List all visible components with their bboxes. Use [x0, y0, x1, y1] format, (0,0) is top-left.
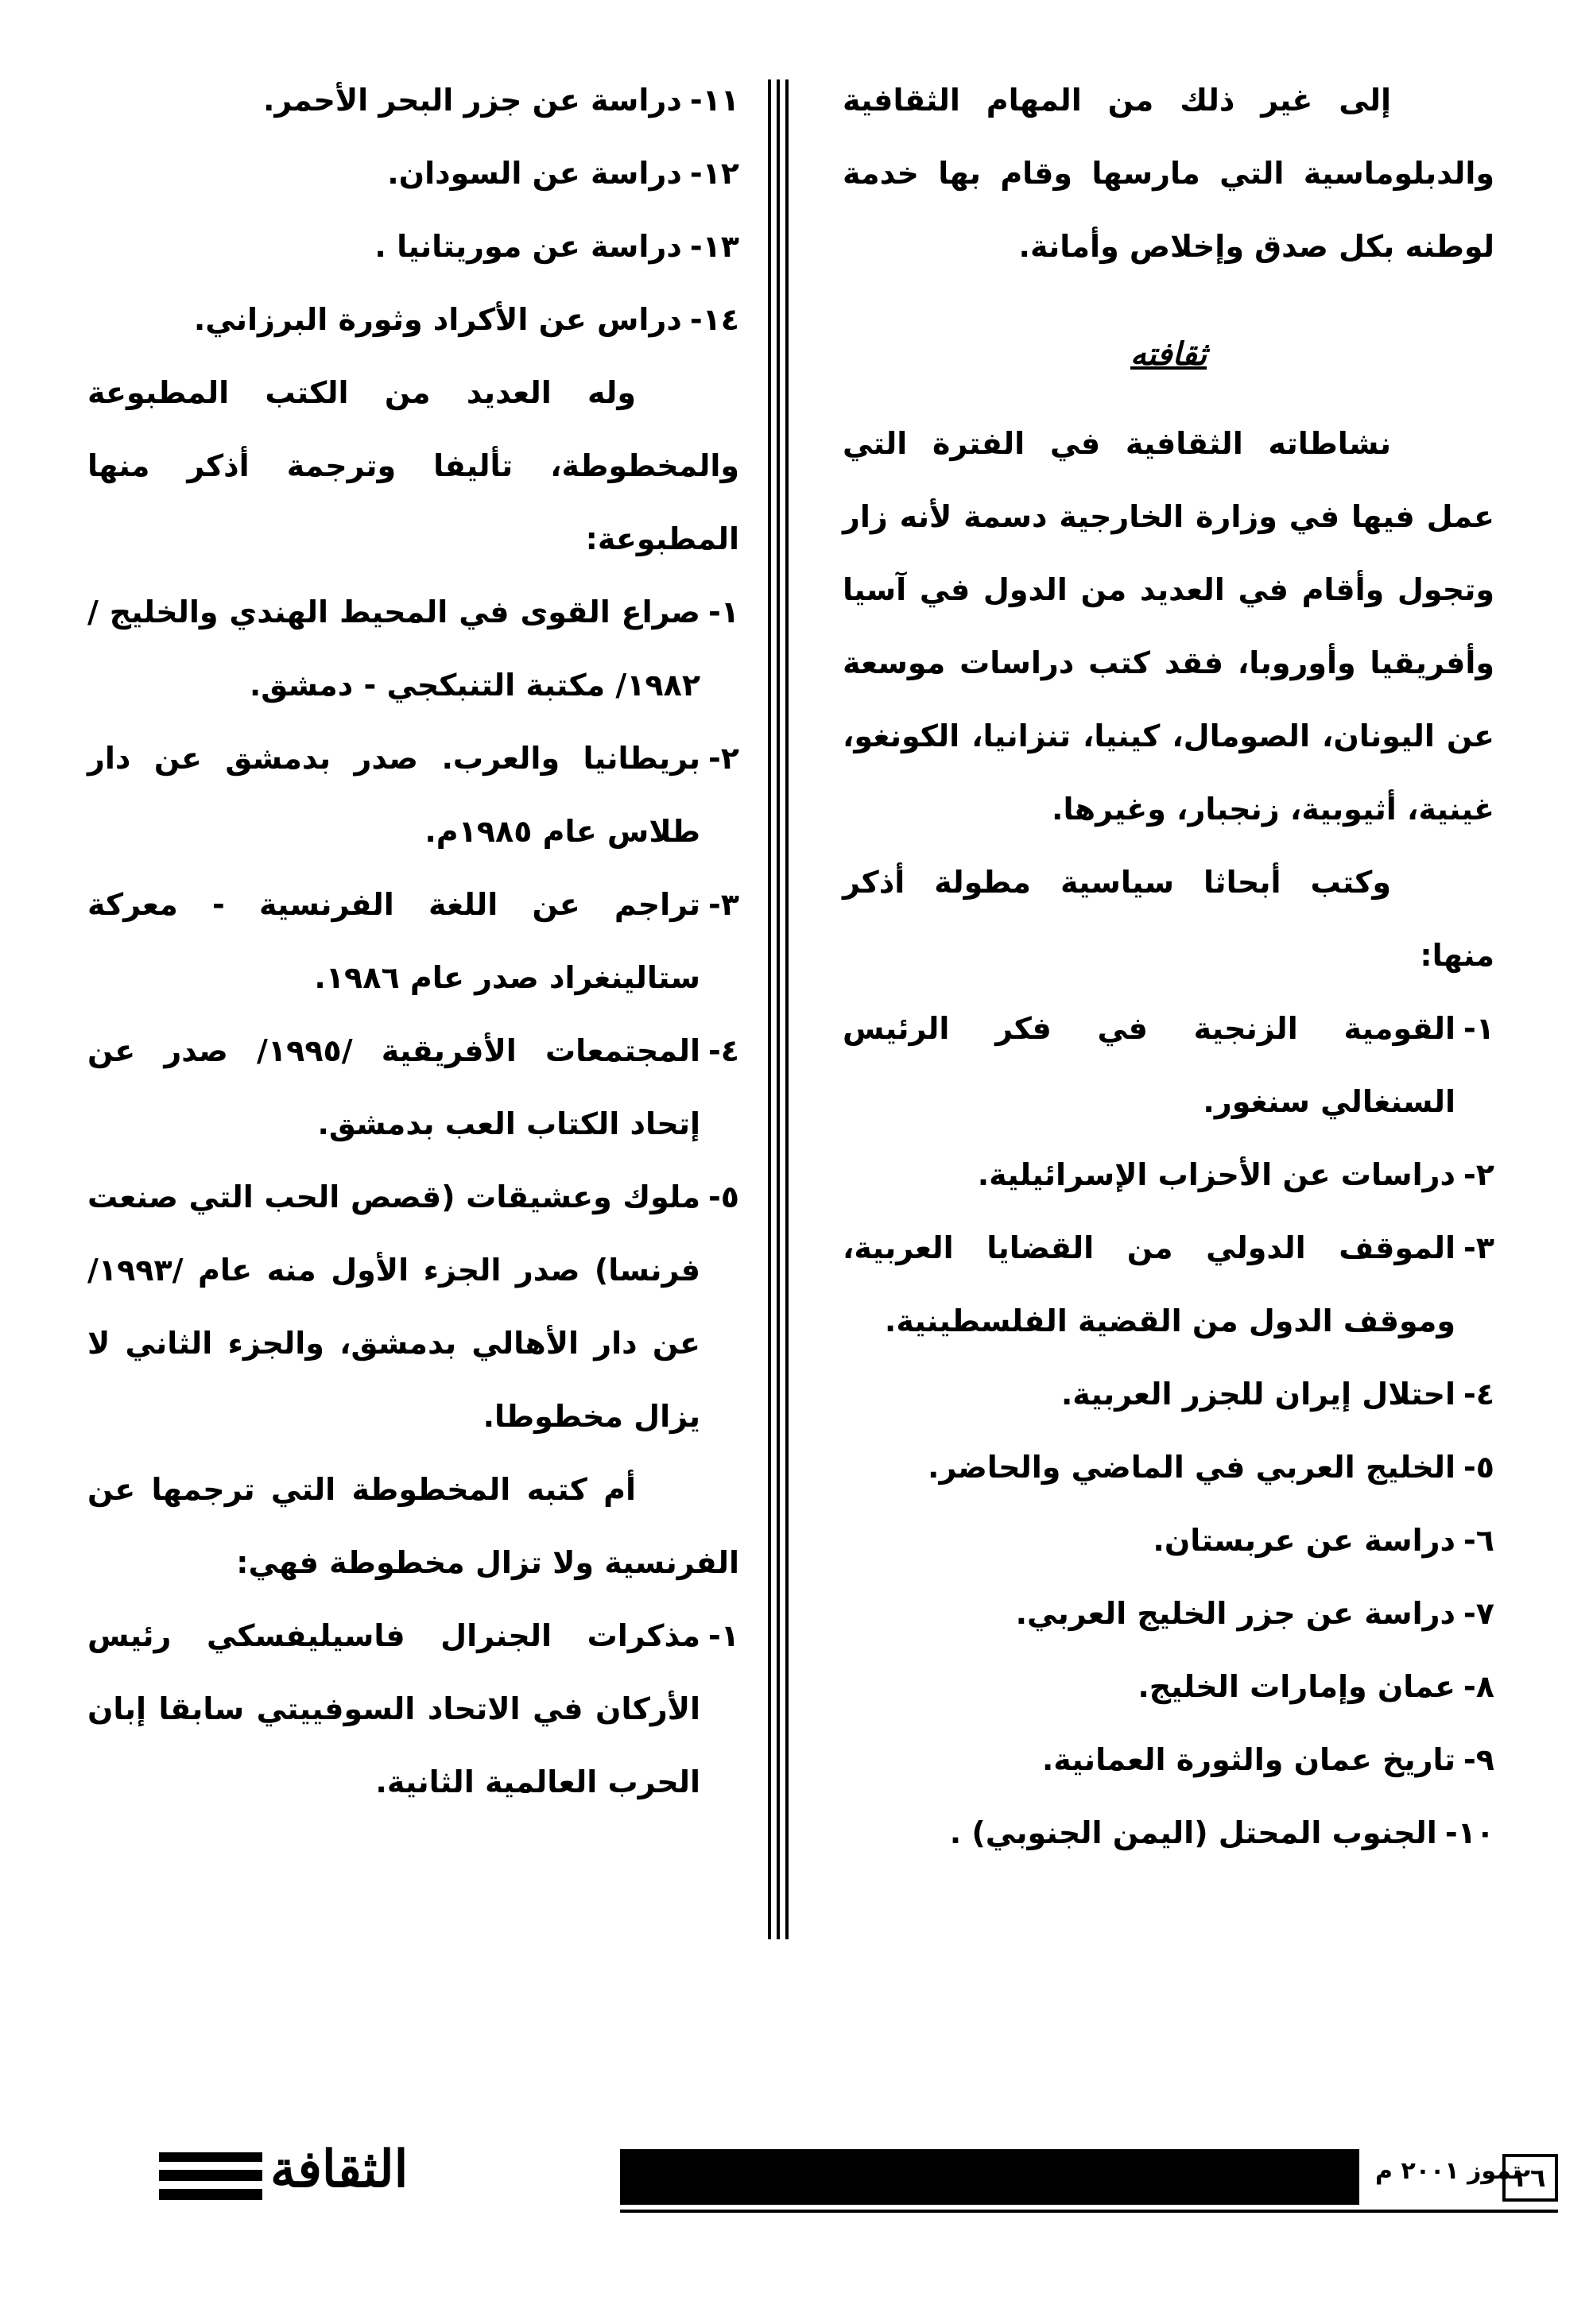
footer-rule	[620, 2210, 1558, 2213]
list-item	[843, 1211, 1494, 1358]
list-number: ٢-	[708, 741, 739, 776]
list-item	[843, 1723, 1494, 1796]
list-number: ٢-	[1463, 1157, 1494, 1192]
list-number: ١٢-	[689, 156, 739, 191]
list-item	[87, 1599, 739, 1819]
column-divider	[768, 79, 789, 1939]
list-number: ٣-	[1463, 1230, 1494, 1265]
list-number: ٤-	[1463, 1377, 1494, 1412]
issue-date: تموز ٢٠٠١ م	[1375, 2157, 1521, 2185]
list-number: ٩-	[1463, 1742, 1494, 1777]
list-text: تاريخ عمان والثورة العمانية.	[1041, 1742, 1456, 1777]
list-text: مذكرات الجنرال فاسيليفسكي رئيس الأركان في الاتحاد السوفييتي سابقا إبان الحرب العالمية الثانية.	[87, 1618, 701, 1799]
research-intro-paragraph: وكتب أبحاثا سياسية مطولة أذكر منها:	[843, 865, 1494, 973]
list-item	[87, 722, 739, 868]
list-item	[87, 1160, 739, 1453]
list-text: الجنوب المحتل (اليمن الجنوبي) .	[949, 1815, 1437, 1850]
list-text: الموقف الدولي من القضايا العربية، وموقف الدول من القضية الفلسطينية.	[843, 1230, 1456, 1338]
list-item	[843, 992, 1494, 1138]
list-item	[87, 283, 739, 356]
list-text: دراسة عن عربستان.	[1153, 1523, 1456, 1558]
list-item	[87, 1014, 739, 1160]
right-column	[843, 64, 1494, 1869]
footer-black-bar	[620, 2149, 1359, 2205]
list-item	[843, 1504, 1494, 1577]
list-text: صراع القوى في المحيط الهندي والخليج /١٩٨٢/ مكتبة التنبكجي - دمشق.	[87, 595, 701, 703]
list-number: ١-	[708, 1618, 739, 1653]
list-number: ٧-	[1463, 1596, 1494, 1631]
list-text: دراس عن الأكراد وثورة البرزاني.	[193, 302, 682, 337]
list-number: ٣-	[708, 887, 739, 922]
list-text: عمان وإمارات الخليج.	[1138, 1669, 1456, 1704]
list-text: دراسة عن جزر البحر الأحمر.	[262, 83, 682, 118]
section-heading: ثقافته	[1130, 336, 1207, 373]
list-text: احتلال إيران للجزر العربية.	[1060, 1377, 1456, 1412]
page-number: ٢٦	[1502, 2154, 1558, 2202]
list-text: دراسات عن الأحزاب الإسرائيلية.	[977, 1157, 1456, 1192]
list-number: ٥-	[708, 1179, 739, 1214]
list-text: تراجم عن اللغة الفرنسية - معركة ستالينغراد صدر عام ١٩٨٦.	[87, 887, 701, 995]
list-number: ١-	[1463, 1011, 1494, 1046]
list-text: دراسة عن جزر الخليج العربي.	[1015, 1596, 1456, 1631]
left-column	[87, 64, 739, 1819]
list-item	[843, 1358, 1494, 1431]
list-text: ملوك وعشيقات (قصص الحب التي صنعت فرنسا) صدر الجزء الأول منه عام /١٩٩٣/ عن دار الأهالي بدمشق، والجزء الثاني لا يزال مخطوطا.	[87, 1179, 701, 1434]
list-number: ١١-	[689, 83, 739, 118]
list-number: ٦-	[1463, 1523, 1494, 1558]
list-item	[843, 1650, 1494, 1723]
books-intro-paragraph: وله العديد من الكتب المطبوعة والمخطوطة، تأليفا وترجمة أذكر منها المطبوعة:	[87, 375, 739, 556]
list-text: الخليج العربي في الماضي والحاضر.	[928, 1450, 1456, 1485]
list-item	[87, 137, 739, 210]
list-number: ٤-	[708, 1033, 739, 1068]
list-number: ١-	[708, 595, 739, 629]
culture-paragraph: نشاطاته الثقافية في الفترة التي عمل فيها في وزارة الخارجية دسمة لأنه زار وتجول وأقام في العديد من الدول في آسيا وأفريقيا وأوروبا، فقد كتب دراسات موسعة عن اليونان، الصومال، كينيا، تنزانيا، الكونغو، غينية، أثيوبية، زنجبار، وغيرها.	[843, 426, 1494, 827]
list-item	[843, 1138, 1494, 1211]
list-text: بريطانيا والعرب. صدر بدمشق عن دار طلاس عام ١٩٨٥م.	[87, 741, 701, 849]
list-item	[843, 1796, 1494, 1869]
page-footer	[159, 2140, 1546, 2219]
intro-paragraph: إلى غير ذلك من المهام الثقافية والدبلوماسية التي مارسها وقام بها خدمة لوطنه بكل صدق وإخلاص وأمانة.	[843, 83, 1494, 264]
list-number: ١٠-	[1444, 1815, 1494, 1850]
list-number: ٥-	[1463, 1450, 1494, 1485]
list-number: ١٤-	[689, 302, 739, 337]
list-text: دراسة عن السودان.	[387, 156, 682, 191]
list-item	[87, 210, 739, 283]
list-number: ١٣-	[689, 229, 739, 264]
list-number: ٨-	[1463, 1669, 1494, 1704]
manuscripts-intro-paragraph: أم كتبه المخطوطة التي ترجمها عن الفرنسية ولا تزال مخطوطة فهي:	[87, 1472, 739, 1580]
list-item	[843, 1577, 1494, 1650]
list-item	[87, 868, 739, 1014]
list-text: القومية الزنجية في فكر الرئيس السنغالي سنغور.	[843, 1011, 1456, 1119]
list-text: المجتمعات الأفريقية /١٩٩٥/ صدر عن إتحاد الكتاب العب بدمشق.	[87, 1033, 701, 1141]
logo-bars-icon	[159, 2152, 262, 2200]
list-item	[87, 575, 739, 722]
list-text: دراسة عن موريتانيا .	[374, 229, 682, 264]
magazine-logo: الثقافة	[270, 2140, 409, 2199]
list-item	[87, 64, 739, 137]
list-item	[843, 1431, 1494, 1504]
